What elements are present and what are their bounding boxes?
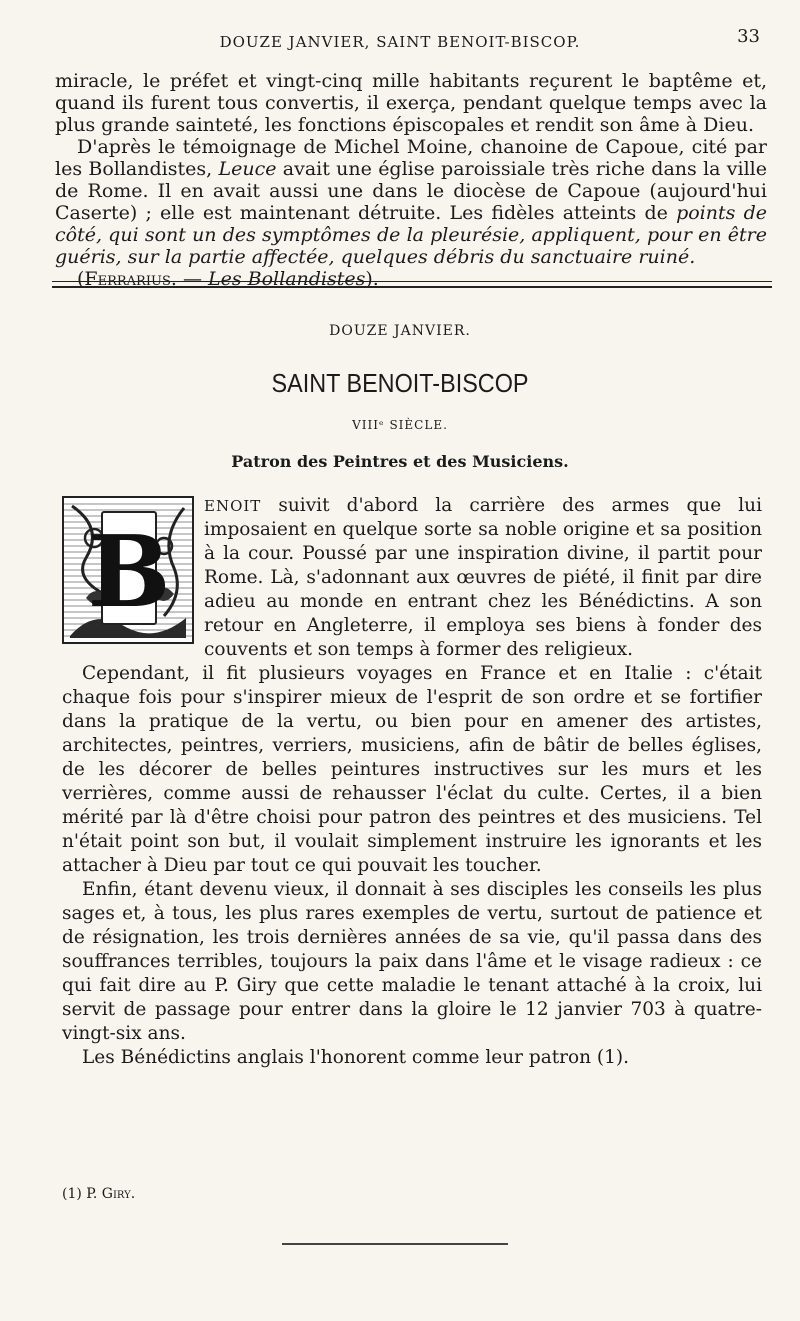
- footnote-author: Giry.: [101, 1186, 136, 1202]
- svg-text:B: B: [87, 515, 171, 630]
- patronage-line: Patron des Peintres et des Musiciens.: [231, 452, 569, 471]
- entry-body: [62, 494, 762, 1070]
- bottom-divider: [282, 1243, 508, 1245]
- saint-title: SAINT BENOIT-BISCOP: [271, 368, 529, 398]
- ornamental-initial: [62, 496, 194, 644]
- century-label: VIIIᵉ SIÈCLE.: [352, 418, 448, 432]
- previous-paragraph-2: D'après le témoignage de Michel Moine, chanoine de Capoue, cité par les Bollandistes, Leuce avait une église paroissiale très riche dans la ville de Rome. Il en avait aussi une dans le diocèse de Capoue (aujourd'hui Caserte) ; elle est maintenant détruite. Les fidèles atteints de points de côté, qui sont un des symptômes de la pleurésie, appliquent, pour en être guéris, sur la partie affectée, quelques débris du sanctuaire ruiné.: [55, 136, 767, 268]
- previous-source-citation: (Ferrarius. — Les Bollandistes).: [77, 268, 379, 290]
- entry-paragraph-4: Les Bénédictins anglais l'honorent comme leur patron (1).: [82, 1047, 630, 1068]
- citation-author: Ferrarius: [84, 268, 171, 290]
- church-name: Leuce: [218, 158, 277, 180]
- entry-paragraph-3: Enfin, étant devenu vieux, il donnait à ses disciples les conseils les plus sages et, à tous, les plus rares exemples de vertu, surtout de patience et de résignation, les trois dernières années de sa vie, qu'il passa dans des souffrances terribles, toujours la paix dans l'âme et le visage radieux : ce qui fait dire au P. Giry que cette maladie le tenant attaché à la croix, lui servit de passage pour entrer dans la gloire le 12 janvier 703 à quatre-vingt-six ans.: [62, 879, 762, 1044]
- feast-date: DOUZE JANVIER.: [329, 323, 471, 339]
- entry-paragraph-1: ENOIT suivit d'abord la carrière des armes que lui imposaient en quelque sorte sa noble origine et sa position à la cour. Poussé par une inspiration divine, il partit pour Rome. Là, s'adonnant aux œuvres de piété, il finit par dire adieu au monde en entrant chez les Bénédictins. A son retour en Angleterre, il employa ses biens à fonder des couvents et son temps à former des religieux.: [204, 495, 762, 660]
- section-divider: [52, 281, 772, 288]
- page-number: 33: [737, 26, 760, 47]
- running-title: DOUZE JANVIER, SAINT BENOIT-BISCOP.: [219, 33, 581, 51]
- previous-entry-text: [55, 70, 767, 290]
- previous-paragraph-1: miracle, le préfet et vingt-cinq mille habitants reçurent le baptême et, quand ils furent tous convertis, il exerça, pendant quelque temps avec la plus grande sainteté, les fonctions épiscopales et rendit son âme à Dieu.: [55, 70, 767, 136]
- entry-paragraph-2: Cependant, il fit plusieurs voyages en France et en Italie : c'était chaque fois pour s'inspirer mieux de l'esprit de son ordre et se fortifier dans la pratique de la vertu, ou bien pour en amener des artistes, architectes, peintres, verriers, musiciens, afin de bâtir de belles églises, de les décorer de belles peintures instructives sur les murs et les verrières, comme aussi de rehausser l'éclat du culte. Certes, il a bien mérité par là d'être choisi pour patron des peintres et des musiciens. Tel n'était point son but, il voulait simplement instruire les ignorants et les attacher à Dieu par tout ce qui pouvait les toucher.: [62, 663, 762, 876]
- dropcap-continuation: ENOIT: [204, 497, 262, 515]
- ornamental-initial-b-icon: [64, 498, 192, 642]
- footnote: (1) P. Giry.: [62, 1186, 136, 1202]
- citation-source: Les Bollandistes: [207, 268, 366, 290]
